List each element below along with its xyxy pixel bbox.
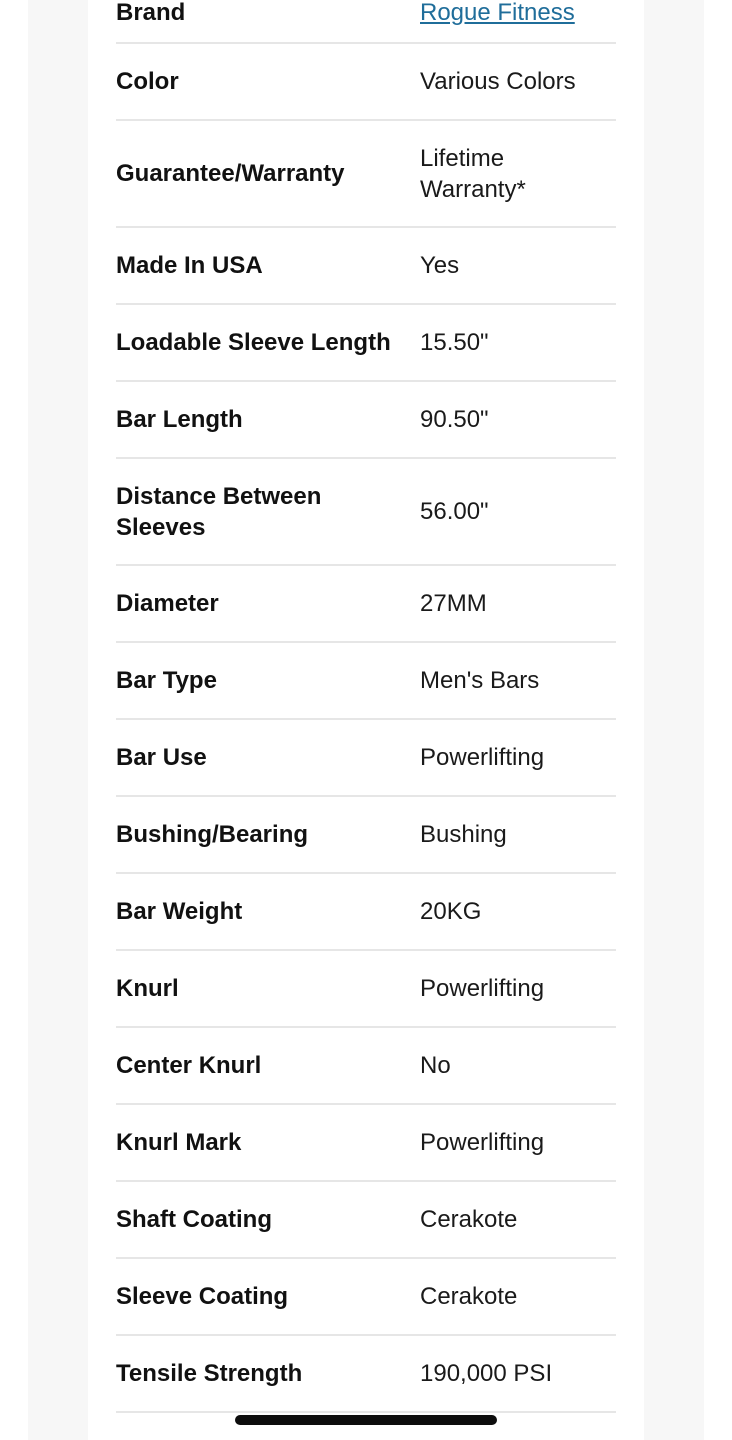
- spec-row: [116, 0, 616, 44]
- spec-label: Guarantee/Warranty: [116, 160, 345, 187]
- spec-row: [116, 459, 616, 566]
- spec-label: Sleeve Coating: [116, 1283, 289, 1310]
- spec-value: 56.00": [420, 498, 489, 525]
- spec-label: Loadable Sleeve Length: [116, 329, 391, 356]
- spec-row: [116, 305, 616, 382]
- spec-label: Brand: [116, 0, 186, 26]
- spec-row: [116, 121, 616, 228]
- spec-value: 90.50": [420, 406, 489, 433]
- spec-value: Cerakote: [420, 1206, 518, 1233]
- spec-value: Cerakote: [420, 1283, 518, 1310]
- spec-row: [116, 720, 616, 797]
- spec-row: [116, 1336, 616, 1413]
- spec-value: Bushing: [420, 821, 507, 848]
- spec-row: [116, 44, 616, 121]
- spec-value: Yes: [420, 252, 460, 279]
- spec-value: No: [420, 1052, 451, 1079]
- spec-row: [116, 951, 616, 1028]
- spec-row: [116, 382, 616, 459]
- spec-value: Powerlifting: [420, 744, 545, 771]
- home-indicator[interactable]: [235, 1415, 497, 1425]
- spec-label: Bar Use: [116, 744, 207, 771]
- spec-value: 190,000 PSI: [420, 1360, 553, 1387]
- spec-value: 27MM: [420, 590, 487, 617]
- spec-row: [116, 1028, 616, 1105]
- spec-label: Color: [116, 68, 179, 95]
- spec-label: Bar Weight: [116, 898, 243, 925]
- brand-link[interactable]: Rogue Fitness: [420, 0, 575, 26]
- spec-row: [116, 874, 616, 951]
- spec-row: [116, 1259, 616, 1336]
- spec-label: Knurl: [116, 975, 179, 1002]
- spec-label: Tensile Strength: [116, 1360, 303, 1387]
- specs-table: [116, 0, 616, 1413]
- spec-label: Distance Between Sleeves: [116, 482, 322, 541]
- spec-label: Made In USA: [116, 252, 263, 279]
- spec-label: Center Knurl: [116, 1052, 262, 1079]
- spec-value: 20KG: [420, 898, 482, 925]
- spec-label: Bar Length: [116, 406, 243, 433]
- spec-label: Bar Type: [116, 667, 217, 694]
- spec-value: Lifetime Warranty*: [420, 144, 526, 203]
- spec-label: Knurl Mark: [116, 1129, 242, 1156]
- spec-row: [116, 1105, 616, 1182]
- spec-value: Powerlifting: [420, 975, 545, 1002]
- spec-row: [116, 228, 616, 305]
- spec-value: Powerlifting: [420, 1129, 545, 1156]
- spec-row: [116, 1182, 616, 1259]
- spec-value: Various Colors: [420, 68, 576, 95]
- spec-label: Diameter: [116, 590, 219, 617]
- spec-row: [116, 643, 616, 720]
- spec-row: [116, 797, 616, 874]
- spec-value: Men's Bars: [420, 667, 540, 694]
- spec-label: Shaft Coating: [116, 1206, 272, 1233]
- spec-label: Bushing/Bearing: [116, 821, 309, 848]
- spec-row: [116, 566, 616, 643]
- spec-value: 15.50": [420, 329, 489, 356]
